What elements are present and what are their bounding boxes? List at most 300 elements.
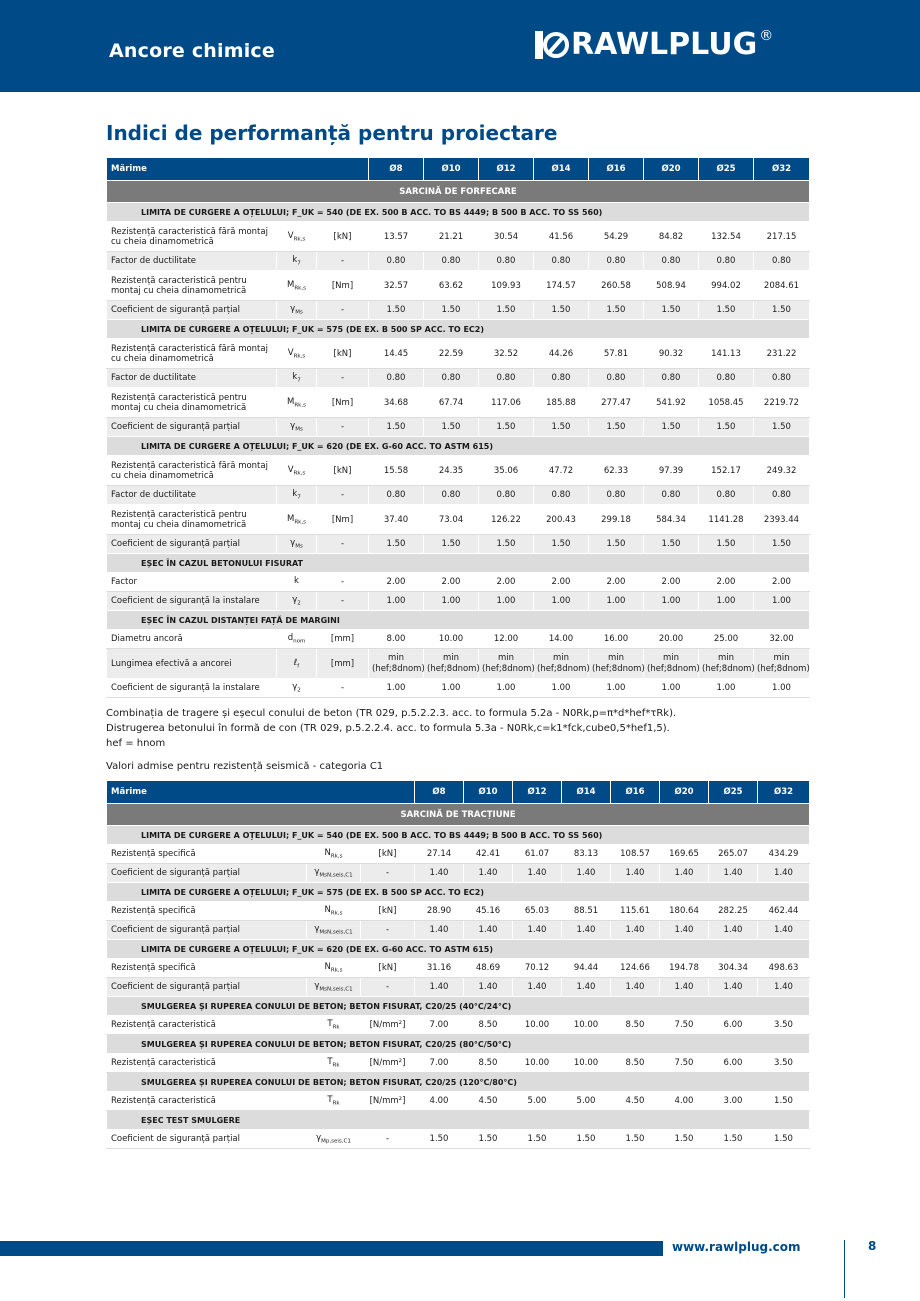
value-cell: 8.50 [611,1016,660,1035]
header-d10: Ø10 [424,158,479,181]
value-cell: 265.07 [709,845,758,864]
symbol-letter: N [324,848,331,859]
value-cell: 0.80 [369,486,424,505]
value-cell: 7.00 [415,1054,464,1073]
row-symbol [277,573,317,592]
value-cell: 132.54 [699,222,754,252]
value-cell: 1.40 [709,978,758,997]
value-cell: 304.34 [709,959,758,978]
value-cell: 1.40 [660,921,709,940]
table-row [107,271,810,301]
value-cell: 10.00 [424,630,479,649]
value-cell: 7.50 [660,1016,709,1035]
table-row [107,902,810,921]
rawlplug-mark-icon [535,29,569,61]
value-cell: 21.21 [424,222,479,252]
group-title: SMULGEREA ȘI RUPEREA CONULUI DE BETON; BETON FISURAT, C20/25 (120°C/80°C) [107,1073,810,1092]
value-cell: 2219.72 [754,388,810,418]
value-cell: 0.80 [699,369,754,388]
row-unit: [Nm] [317,388,369,418]
tension-load-table [106,780,810,1149]
value-cell: min (hef;8dnom) [534,649,589,679]
value-cell: 73.04 [424,505,479,535]
row-label: Rezistență caracteristică fără montaj cu cheia dinamometrică [107,222,277,252]
value-cell: 3.50 [758,1016,810,1035]
group-title: LIMITA DE CURGERE A OȚELULUI; F_UK = 620 (DE EX. G-60 ACC. TO ASTM 615) [107,940,810,959]
row-symbol [277,486,317,505]
row-symbol [277,679,317,698]
page-number: 8 [868,1239,877,1253]
row-unit: [kN] [361,902,415,921]
header-d8: Ø8 [415,781,464,804]
value-cell: 63.62 [424,271,479,301]
table-row [107,1130,810,1149]
row-symbol [277,630,317,649]
symbol-letter: k [294,576,299,587]
symbol-subscript: Rk,s [294,519,306,526]
value-cell: 1.00 [644,679,699,698]
value-cell: 174.57 [534,271,589,301]
registered-mark: ® [759,28,774,44]
symbol-letter: γ [292,595,298,606]
value-cell: 57.81 [589,339,644,369]
value-cell: 1.00 [424,679,479,698]
row-symbol [277,301,317,320]
value-cell: 6.00 [709,1016,758,1035]
symbol-letter: γ [314,981,320,992]
value-cell: 1.40 [415,864,464,883]
symbol-letter: γ [292,682,298,693]
value-cell: 8.50 [611,1054,660,1073]
value-cell: 4.00 [660,1092,709,1111]
value-cell: 25.00 [699,630,754,649]
value-cell: 0.80 [589,252,644,271]
value-cell: 32.00 [754,630,810,649]
row-symbol [277,271,317,301]
row-symbol [307,959,361,978]
value-cell: 498.63 [758,959,810,978]
value-cell: 1.40 [660,864,709,883]
value-cell: 1.40 [562,921,611,940]
header-d32: Ø32 [754,158,810,181]
table-row [107,418,810,437]
row-label: Coeficient de siguranță parțial [107,921,307,940]
row-label: Coeficient de siguranță parțial [107,301,277,320]
value-cell: 2.00 [479,573,534,592]
symbol-letter: V [287,464,294,475]
table-row [107,505,810,535]
row-label: Rezistență caracteristică [107,1016,307,1035]
value-cell: 62.33 [589,456,644,486]
row-unit: - [361,921,415,940]
row-unit: - [317,252,369,271]
row-unit: - [317,418,369,437]
row-label: Rezistență caracteristică fără montaj cu cheia dinamometrică [107,339,277,369]
value-cell: 67.74 [424,388,479,418]
group-title: EȘEC ÎN CAZUL DISTANȚEI FAȚĂ DE MARGINI [107,611,810,630]
value-cell: 4.00 [415,1092,464,1111]
value-cell: 2.00 [754,573,810,592]
value-cell: 141.13 [699,339,754,369]
value-cell: 27.14 [415,845,464,864]
value-cell: 84.82 [644,222,699,252]
header-d32: Ø32 [758,781,810,804]
value-cell: 1.50 [611,1130,660,1149]
row-unit: [kN] [317,339,369,369]
value-cell: 1.00 [479,679,534,698]
symbol-letter: γ [316,1133,322,1144]
value-cell: 1.50 [758,1092,810,1111]
value-cell: 126.22 [479,505,534,535]
row-symbol [307,1054,361,1073]
value-cell: 0.80 [589,369,644,388]
symbol-letter: M [287,513,295,524]
value-cell: 70.12 [513,959,562,978]
table-row [107,456,810,486]
value-cell: 7.50 [660,1054,709,1073]
section-title: SARCINĂ DE FORFECARE [107,181,810,203]
table-row [107,339,810,369]
table-row [107,369,810,388]
value-cell: 231.22 [754,339,810,369]
row-unit: - [317,573,369,592]
value-cell: 0.80 [424,486,479,505]
group-title: LIMITA DE CURGERE A OȚELULUI; F_UK = 540 (DE EX. 500 B ACC. TO BS 4449; B 500 B ACC. TO SS 560) [107,203,810,222]
value-cell: 1.50 [709,1130,758,1149]
row-symbol [307,1130,361,1149]
row-unit: [N/mm²] [361,1092,415,1111]
row-label: Rezistență caracteristică fără montaj cu cheia dinamometrică [107,456,277,486]
symbol-letter: V [287,230,294,241]
value-cell: 1.50 [758,1130,810,1149]
value-cell: 1.40 [709,921,758,940]
group-title: LIMITA DE CURGERE A OȚELULUI; F_UK = 575 (DE EX. B 500 SP ACC. TO EC2) [107,320,810,339]
value-cell: 1.00 [589,679,644,698]
value-cell: 10.00 [513,1054,562,1073]
symbol-subscript: f [297,663,300,670]
table-row [107,252,810,271]
value-cell: 462.44 [758,902,810,921]
value-cell: 32.57 [369,271,424,301]
value-cell: 249.32 [754,456,810,486]
symbol-subscript: Rk [332,1100,340,1107]
header-title: Ancore chimice [109,40,275,62]
value-cell: 35.06 [479,456,534,486]
row-label: Coeficient de siguranță la instalare [107,679,277,698]
table-row [107,978,810,997]
row-label: Rezistență caracteristică [107,1092,307,1111]
row-label: Rezistență specifică [107,845,307,864]
value-cell: 0.80 [589,486,644,505]
value-cell: 1.00 [534,592,589,611]
group-title: EȘEC TEST SMULGERE [107,1111,810,1130]
value-cell: 0.80 [534,369,589,388]
symbol-subscript: nom [293,638,306,645]
row-unit: [kN] [317,222,369,252]
note-line: Distrugerea betonului în formă de con (TR 029, p.5.2.2.4. acc. to formula 5.3a - N0Rk,c=k1*fck,cube0,5*hef1,5). [106,723,670,734]
row-symbol [277,222,317,252]
value-cell: 1.50 [699,535,754,554]
note-line: Combinația de tragere și eșecul conului de beton (TR 029, p.5.2.2.3. acc. to formula 5.2a - N0Rk,p=π*d*hef*τRk). [106,708,677,719]
group-title: LIMITA DE CURGERE A OȚELULUI; F_UK = 575 (DE EX. B 500 SP ACC. TO EC2) [107,883,810,902]
value-cell: 1.50 [424,535,479,554]
symbol-subscript: Ms [295,543,303,550]
value-cell: 1.50 [424,418,479,437]
table-row [107,864,810,883]
row-unit: - [361,1130,415,1149]
value-cell: 0.80 [699,486,754,505]
value-cell: 108.57 [611,845,660,864]
value-cell: min (hef;8dnom) [754,649,810,679]
row-label: Coeficient de siguranță la instalare [107,592,277,611]
value-cell: 32.52 [479,339,534,369]
value-cell: 37.40 [369,505,424,535]
value-cell: 24.35 [424,456,479,486]
symbol-subscript: MsN,seis,C1 [319,929,353,936]
row-symbol [307,864,361,883]
symbol-subscript: Rk,s [294,285,306,292]
value-cell: 0.80 [754,252,810,271]
symbol-subscript: 7 [297,377,301,384]
row-label: Coeficient de siguranță parțial [107,978,307,997]
value-cell: 1.00 [644,592,699,611]
group-title: LIMITA DE CURGERE A OȚELULUI; F_UK = 540 (DE EX. 500 B ACC. TO BS 4449; B 500 B ACC. TO SS 560) [107,826,810,845]
symbol-subscript: Rk,s [293,470,306,477]
value-cell: 3.50 [758,1054,810,1073]
symbol-subscript: Rk [332,1062,340,1069]
value-cell: 1.40 [611,978,660,997]
value-cell: min (hef;8dnom) [589,649,644,679]
value-cell: 0.80 [424,252,479,271]
row-label: Coeficient de siguranță parțial [107,864,307,883]
value-cell: 83.13 [562,845,611,864]
symbol-subscript: Rk [332,1024,340,1031]
row-unit: - [317,369,369,388]
value-cell: 994.02 [699,271,754,301]
value-cell: 117.06 [479,388,534,418]
value-cell: 282.25 [709,902,758,921]
value-cell: 0.80 [754,369,810,388]
row-symbol [277,456,317,486]
value-cell: 54.29 [589,222,644,252]
row-unit: [mm] [317,630,369,649]
value-cell: 194.78 [660,959,709,978]
note-line: hef = hnom [106,738,166,749]
value-cell: 200.43 [534,505,589,535]
value-cell: 1.40 [660,978,709,997]
logo-text: RAWLPLUG [571,27,758,62]
value-cell: 1.00 [534,679,589,698]
row-label: Rezistență caracteristică [107,1054,307,1073]
value-cell: 34.68 [369,388,424,418]
value-cell: 0.80 [644,486,699,505]
row-symbol [307,921,361,940]
value-cell: 2084.61 [754,271,810,301]
row-symbol [307,1092,361,1111]
value-cell: 0.80 [479,369,534,388]
footer-divider [844,1240,845,1298]
row-label: Rezistență caracteristică pentru montaj cu cheia dinamometrică [107,388,277,418]
value-cell: 1.40 [758,864,810,883]
value-cell: 8.50 [464,1054,513,1073]
value-cell: 1.40 [415,978,464,997]
header-d20: Ø20 [660,781,709,804]
value-cell: 0.80 [479,252,534,271]
row-unit: [Nm] [317,505,369,535]
header-d16: Ø16 [611,781,660,804]
value-cell: 6.00 [709,1054,758,1073]
row-symbol [307,845,361,864]
row-symbol [277,369,317,388]
row-label: Lungimea efectivă a ancorei [107,649,277,679]
table-row [107,388,810,418]
symbol-subscript: Rk,s [294,402,306,409]
table-row [107,222,810,252]
row-label: Coeficient de siguranță parțial [107,1130,307,1149]
group-title: SMULGEREA ȘI RUPEREA CONULUI DE BETON; BETON FISURAT, C20/25 (40°C/24°C) [107,997,810,1016]
value-cell: 0.80 [644,369,699,388]
value-cell: 1.50 [699,301,754,320]
symbol-subscript: 7 [297,260,301,267]
value-cell: 1.00 [369,679,424,698]
value-cell: 30.54 [479,222,534,252]
header-d16: Ø16 [589,158,644,181]
value-cell: 1.50 [644,535,699,554]
symbol-subscript: Ms [295,426,303,433]
symbol-letter: γ [314,867,320,878]
footer-url[interactable]: www.rawlplug.com [672,1240,801,1254]
header-d12: Ø12 [479,158,534,181]
rawlplug-logo [535,28,773,62]
row-unit: - [317,592,369,611]
value-cell: 1.50 [644,301,699,320]
group-title: LIMITA DE CURGERE A OȚELULUI; F_UK = 620 (DE EX. G-60 ACC. TO ASTM 615) [107,437,810,456]
value-cell: 4.50 [464,1092,513,1111]
symbol-letter: γ [290,304,296,315]
value-cell: 1.50 [754,301,810,320]
row-label: Rezistență specifică [107,959,307,978]
value-cell: 277.47 [589,388,644,418]
row-symbol [307,978,361,997]
value-cell: 1.40 [758,978,810,997]
value-cell: 15.58 [369,456,424,486]
value-cell: 124.66 [611,959,660,978]
value-cell: 1.50 [589,301,644,320]
value-cell: 20.00 [644,630,699,649]
table-row [107,845,810,864]
value-cell: 185.88 [534,388,589,418]
value-cell: 541.92 [644,388,699,418]
value-cell: 1.00 [479,592,534,611]
value-cell: 1.50 [562,1130,611,1149]
value-cell: 0.80 [644,252,699,271]
row-label: Factor [107,573,277,592]
row-unit: [kN] [361,959,415,978]
header-size: Mărime [107,781,415,804]
value-cell: min (hef;8dnom) [369,649,424,679]
symbol-letter: ℓ [293,657,298,668]
value-cell: 41.56 [534,222,589,252]
value-cell: 2.00 [534,573,589,592]
value-cell: 97.39 [644,456,699,486]
value-cell: 1.50 [534,301,589,320]
value-cell: min (hef;8dnom) [699,649,754,679]
value-cell: 1.40 [611,921,660,940]
value-cell: 217.15 [754,222,810,252]
value-cell: 47.72 [534,456,589,486]
row-unit: - [317,535,369,554]
value-cell: min (hef;8dnom) [479,649,534,679]
value-cell: 1.00 [589,592,644,611]
value-cell: 10.00 [562,1054,611,1073]
row-unit: [mm] [317,649,369,679]
value-cell: 115.61 [611,902,660,921]
header-d25: Ø25 [699,158,754,181]
symbol-subscript: Rk,s [330,853,343,860]
value-cell: 1.50 [415,1130,464,1149]
value-cell: 169.65 [660,845,709,864]
symbol-letter: N [324,962,331,973]
notes [106,706,676,751]
row-unit: [Nm] [317,271,369,301]
symbol-subscript: 7 [297,494,301,501]
value-cell: 1.50 [589,535,644,554]
row-label: Rezistență caracteristică pentru montaj cu cheia dinamometrică [107,505,277,535]
value-cell: 299.18 [589,505,644,535]
value-cell: 22.59 [424,339,479,369]
symbol-letter: γ [290,538,296,549]
value-cell: 5.00 [513,1092,562,1111]
header-d14: Ø14 [562,781,611,804]
row-label: Coeficient de siguranță parțial [107,418,277,437]
header-d10: Ø10 [464,781,513,804]
value-cell: 28.90 [415,902,464,921]
value-cell: 584.34 [644,505,699,535]
row-unit: [kN] [361,845,415,864]
value-cell: 5.00 [562,1092,611,1111]
value-cell: 90.32 [644,339,699,369]
row-unit: - [317,301,369,320]
row-unit: [N/mm²] [361,1054,415,1073]
symbol-subscript: Rk,s [330,967,343,974]
value-cell: 1.40 [464,864,513,883]
group-title: EȘEC ÎN CAZUL BETONULUI FISURAT [107,554,810,573]
symbol-subscript: Mp,seis,C1 [321,1138,351,1145]
value-cell: 0.80 [424,369,479,388]
value-cell: 0.80 [534,486,589,505]
value-cell: 10.00 [562,1016,611,1035]
value-cell: 48.69 [464,959,513,978]
table-row [107,301,810,320]
row-unit: - [317,679,369,698]
table-row [107,630,810,649]
value-cell: 1.00 [699,679,754,698]
page-header [0,0,920,92]
row-label: Rezistență caracteristică pentru montaj cu cheia dinamometrică [107,271,277,301]
value-cell: min (hef;8dnom) [424,649,479,679]
row-unit: - [317,486,369,505]
symbol-subscript: Rk,s [293,353,306,360]
row-unit: - [361,864,415,883]
value-cell: 88.51 [562,902,611,921]
row-symbol [307,902,361,921]
value-cell: 1.50 [534,418,589,437]
symbol-letter: M [287,279,295,290]
row-label: Coeficient de siguranță parțial [107,535,277,554]
value-cell: 1141.28 [699,505,754,535]
symbol-letter: T [327,1057,333,1068]
value-cell: 2.00 [589,573,644,592]
